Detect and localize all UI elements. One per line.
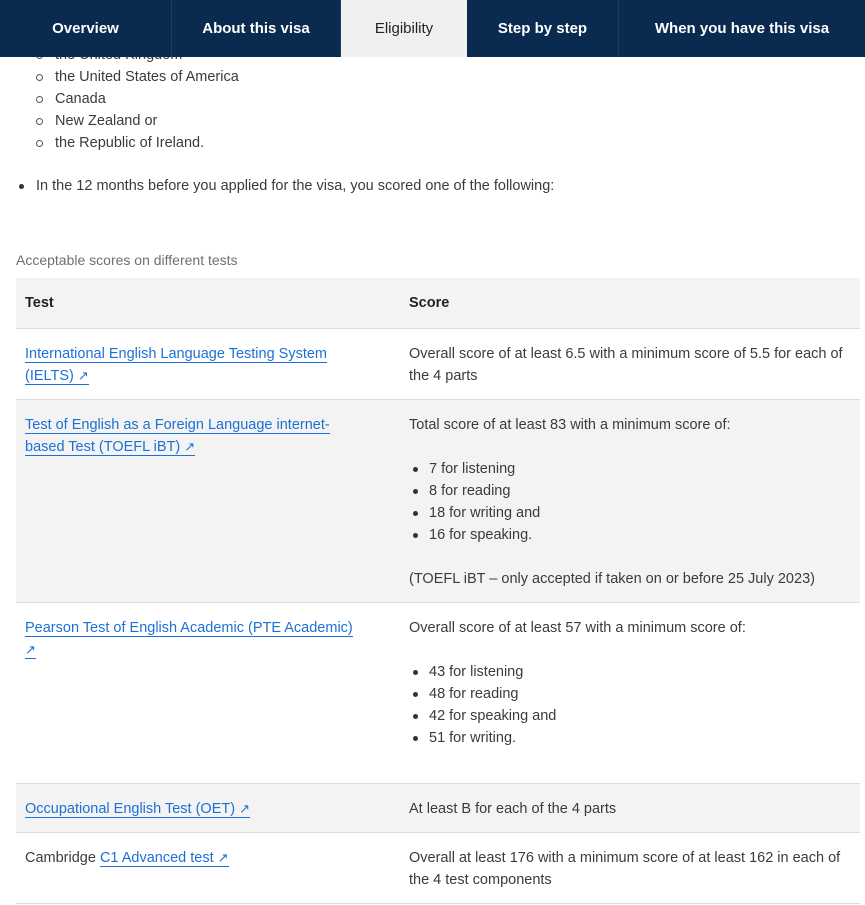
list-item: 43 for listening: [409, 661, 851, 683]
scores-table: [16, 278, 860, 904]
link-text: Test of English as a Foreign Language internet-based Test (TOEFL iBT): [25, 416, 330, 455]
list-item: New Zealand or: [36, 110, 239, 132]
list-item: 18 for writing and: [409, 502, 851, 524]
table-caption: Acceptable scores on different tests: [16, 252, 238, 268]
cambridge-c1-link[interactable]: [100, 850, 229, 867]
test-cell: [16, 399, 400, 602]
list-item: 8 for reading: [409, 480, 851, 502]
list-item: Canada: [36, 88, 239, 110]
list-item: 42 for speaking and: [409, 705, 851, 727]
score-intro: Total score of at least 83 with a minimum score of:: [409, 416, 731, 433]
ielts-link[interactable]: [25, 346, 327, 385]
table-header-row: [16, 278, 860, 328]
score-cell: At least B for each of the 4 parts: [400, 783, 860, 832]
tab-when-you-have-this-visa[interactable]: When you have this visa: [654, 20, 830, 37]
link-text: Pearson Test of English Academic (PTE Academic): [25, 619, 353, 636]
external-link-icon: ↗: [217, 849, 229, 865]
visa-section-nav: [0, 0, 865, 57]
list-item: the Republic of Ireland.: [36, 132, 239, 154]
test-cell: [16, 328, 400, 399]
table-row: [16, 602, 860, 783]
score-requirement-bullet: In the 12 months before you applied for the visa, you scored one of the following:: [16, 175, 554, 197]
table-row: [16, 399, 860, 602]
external-link-icon: ↗: [239, 800, 251, 816]
test-cell: [16, 783, 400, 832]
score-note: (TOEFL iBT – only accepted if taken on or before 25 July 2023): [409, 570, 815, 587]
external-link-icon: ↗: [25, 641, 36, 657]
score-cell: [400, 399, 860, 602]
link-text: C1 Advanced test: [99, 849, 214, 866]
toefl-link[interactable]: [25, 417, 330, 456]
list-item: 48 for reading: [409, 683, 851, 705]
tab-step-by-step[interactable]: Step by step: [467, 0, 619, 57]
test-cell: [16, 602, 400, 783]
table-row: [16, 832, 860, 903]
oet-link[interactable]: [25, 801, 250, 818]
external-link-icon: ↗: [184, 438, 196, 454]
tab-overview[interactable]: Overview: [0, 0, 172, 57]
table-row: [16, 783, 860, 832]
test-cell: [16, 832, 400, 903]
link-text: Occupational English Test (OET): [25, 800, 236, 817]
score-cell: [400, 602, 860, 783]
score-breakdown-list: [409, 458, 851, 546]
test-prefix: Cambridge: [25, 849, 96, 866]
score-cell: Overall score of at least 6.5 with a minimum score of 5.5 for each of the 4 parts: [400, 328, 860, 399]
list-item: the United States of America: [36, 66, 239, 88]
score-breakdown-list: [409, 661, 851, 749]
country-list: [36, 44, 239, 154]
link-text: International English Language Testing System (IELTS): [25, 345, 328, 384]
list-item: 7 for listening: [409, 458, 851, 480]
column-header-test: Test: [16, 278, 400, 328]
pte-link[interactable]: [25, 620, 353, 659]
table-row: [16, 328, 860, 399]
list-item: 51 for writing.: [409, 727, 851, 749]
external-link-icon: ↗: [77, 367, 89, 383]
score-cell: Overall at least 176 with a minimum score of at least 162 in each of the 4 test components: [400, 832, 860, 903]
tab-eligibility[interactable]: Eligibility: [341, 0, 467, 57]
list-item: 16 for speaking.: [409, 524, 851, 546]
column-header-score: Score: [400, 278, 860, 328]
tab-about-this-visa[interactable]: About this visa: [172, 0, 341, 57]
score-intro: Overall score of at least 57 with a minimum score of:: [409, 619, 746, 636]
